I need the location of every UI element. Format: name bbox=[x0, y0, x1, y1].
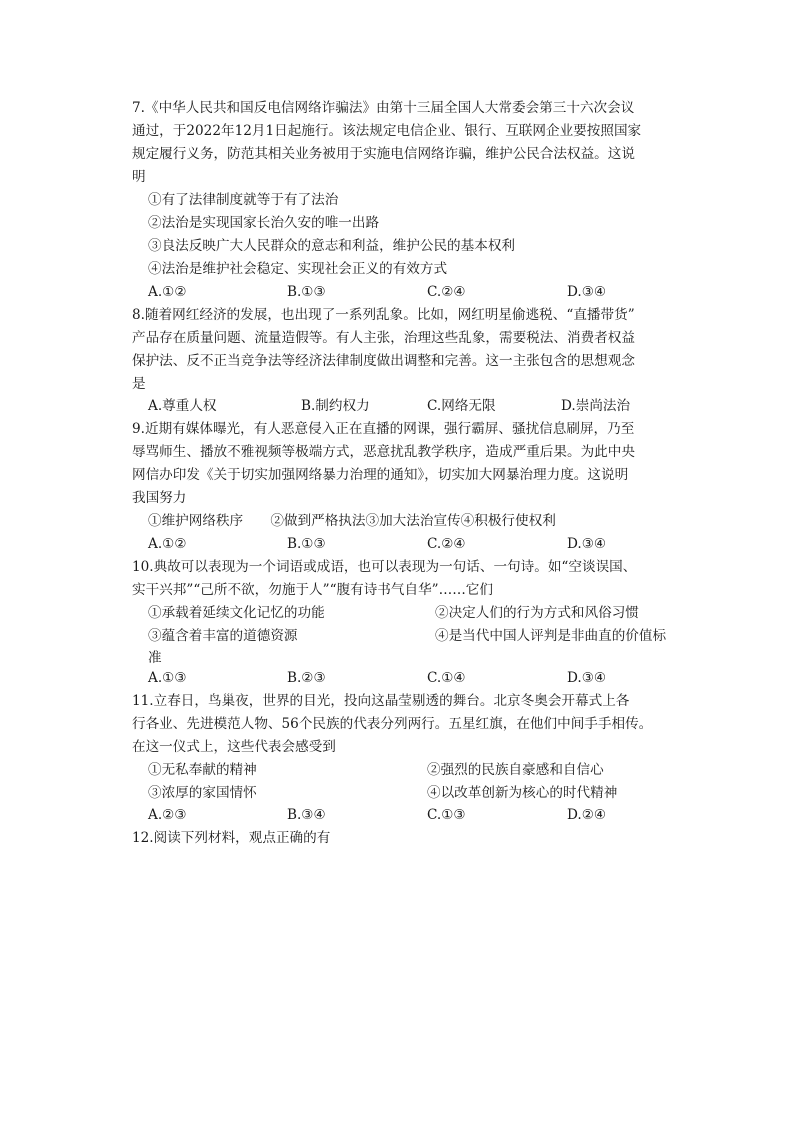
answer-choice-d: D.③④ bbox=[567, 536, 607, 552]
option-statement: ①承载着延续文化记忆的功能 bbox=[148, 605, 325, 621]
question-stem-line: 辱骂师生、播放不雅视频等极端方式，恶意扰乱教学秩序，造成严重后果。为此中央 bbox=[132, 444, 635, 460]
option-statement: ④法治是维护社会稳定、实现社会正义的有效方式 bbox=[148, 261, 448, 277]
answer-choice-d: D.③④ bbox=[567, 284, 607, 300]
option-statement: ④是当代中国人评判是非曲直的价值标 bbox=[435, 628, 667, 644]
question-stem-line: 是 bbox=[132, 376, 146, 392]
option-statement: ③浓厚的家国情怀 bbox=[148, 785, 257, 801]
answer-choice-a: A.尊重人权 bbox=[148, 398, 217, 414]
question-stem-line: 我国努力 bbox=[132, 490, 187, 506]
option-statement: ②法治是实现国家长治久安的唯一出路 bbox=[148, 215, 380, 231]
answer-choice-c: C.网络无限 bbox=[427, 398, 496, 414]
option-statement: 准 bbox=[148, 650, 162, 666]
answer-choice-a: A.①② bbox=[148, 284, 187, 300]
question-stem-line: 行各业、先进模范人物、56个民族的代表分列两行。五星红旗，在他们中间手手相传。 bbox=[132, 716, 653, 732]
answer-choice-a: A.①② bbox=[148, 536, 187, 552]
answer-choice-c: C.①④ bbox=[427, 670, 466, 686]
answer-choice-c: C.②④ bbox=[427, 536, 466, 552]
answer-choice-b: B.①③ bbox=[287, 536, 326, 552]
option-statement: ①有了法律制度就等于有了法治 bbox=[148, 192, 339, 208]
option-statement: ①维护网络秩序 ②做到严格执法③加大法治宣传④积极行使权利 bbox=[148, 513, 556, 529]
question-stem-line: 实干兴邦”“己所不欲，勿施于人”“腹有诗书气自华”……它们 bbox=[132, 582, 493, 598]
question-stem-line: 7.《中华人民共和国反电信网络诈骗法》由第十三届全国人大常委会第三十六次会议 bbox=[132, 100, 635, 116]
answer-choice-c: C.②④ bbox=[427, 284, 466, 300]
question-stem-line: 明 bbox=[132, 169, 146, 185]
question-stem-line: 在这一仪式上，这些代表会感受到 bbox=[132, 739, 336, 755]
answer-choice-d: D.③④ bbox=[567, 670, 607, 686]
question-stem-line: 保护法、反不正当竞争法等经济法律制度做出调整和完善。这一主张包含的思想观念 bbox=[132, 353, 635, 369]
question-stem-line: 网信办印发《关于切实加强网络暴力治理的通知》，切实加大网暴治理力度。这说明 bbox=[132, 467, 629, 483]
question-stem-line: 8.随着网红经济的发展，也出现了一系列乱象。比如，网红明星偷逃税、“直播带货” bbox=[132, 307, 635, 323]
answer-choice-d: D.崇尚法治 bbox=[561, 398, 631, 414]
answer-choice-b: B.①③ bbox=[287, 284, 326, 300]
answer-choice-d: D.②④ bbox=[567, 807, 607, 823]
option-statement: ②决定人们的行为方式和风俗习惯 bbox=[435, 605, 639, 621]
question-stem-line: 规定履行义务，防范其相关业务被用于实施电信网络诈骗，维护公民合法权益。这说 bbox=[132, 146, 635, 162]
question-stem-line: 11.立春日，鸟巢夜，世界的目光，投向这晶莹剔透的舞台。北京冬奥会开幕式上各 bbox=[132, 693, 630, 709]
answer-choice-b: B.制约权力 bbox=[301, 398, 370, 414]
option-statement: ③蕴含着丰富的道德资源 bbox=[148, 628, 298, 644]
question-stem-line: 10.典故可以表现为一个词语或成语，也可以表现为一句话、一句诗。如“空谈误国、 bbox=[132, 559, 637, 575]
answer-choice-c: C.①③ bbox=[427, 807, 466, 823]
option-statement: ③良法反映广大人民群众的意志和利益，维护公民的基本权利 bbox=[148, 238, 516, 254]
option-statement: ②强烈的民族自豪感和自信心 bbox=[427, 762, 604, 778]
option-statement: ④以改革创新为核心的时代精神 bbox=[427, 785, 618, 801]
option-statement: ①无私奉献的精神 bbox=[148, 762, 257, 778]
answer-choice-b: B.③④ bbox=[287, 807, 326, 823]
answer-choice-b: B.②③ bbox=[287, 670, 326, 686]
answer-choice-a: A.②③ bbox=[148, 807, 187, 823]
answer-choice-a: A.①③ bbox=[148, 670, 187, 686]
question-stem-line: 通过，于2022年12月1日起施行。该法规定电信企业、银行、互联网企业要按照国家 bbox=[132, 123, 642, 139]
question-stem-line: 产品存在质量问题、流量造假等。有人主张，治理这些乱象，需要税法、消费者权益 bbox=[132, 330, 635, 346]
question-stem-line: 9.近期有媒体曝光，有人恶意侵入正在直播的网课，强行霸屏、骚扰信息刷屏，乃至 bbox=[132, 421, 635, 437]
question-stem-line: 12.阅读下列材料，观点正确的有 bbox=[132, 830, 331, 846]
